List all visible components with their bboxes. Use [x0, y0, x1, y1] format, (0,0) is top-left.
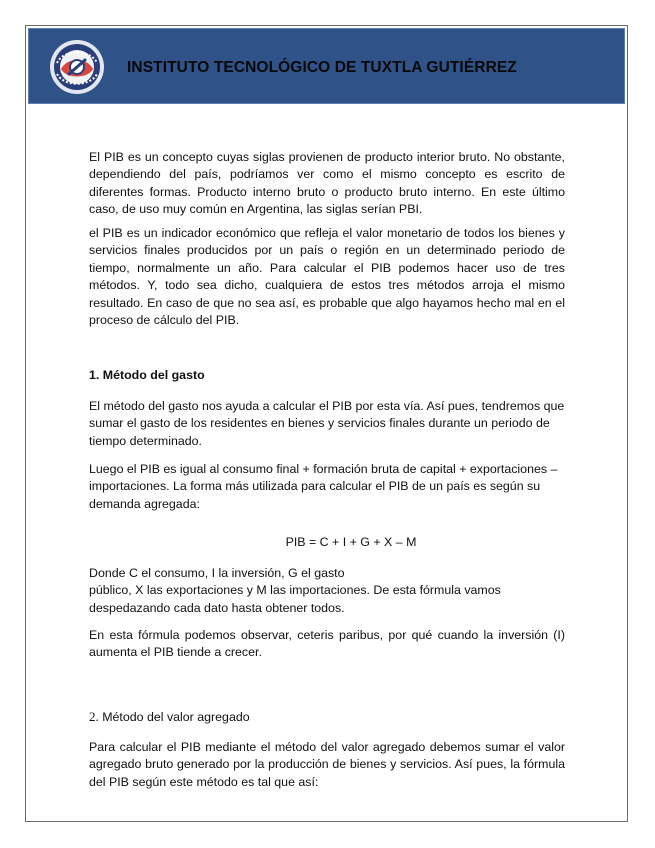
institute-title: INSTITUTO TECNOLÓGICO DE TUXTLA GUTIÉRREZ — [127, 59, 517, 76]
intro-paragraph-2: el PIB es un indicador económico que refleja el valor monetario de todos los bienes y servicios finales producidos por un país o región en un determinado periodo de tiempo, normalmente un año. Para calcular el PIB podemos hacer uso de tres métodos. Y, todo sea dicho, cualquiera de estos tres métodos arroja el mismo resultado. En caso de que no sea así, es probable que algo hayamos hecho mal en el proceso de cálculo del PIB. — [89, 226, 565, 328]
section-2-heading — [89, 708, 565, 726]
institute-seal-icon — [49, 39, 105, 95]
section-1-paragraph-1: El método del gasto nos ayuda a calcular el PIB por esta vía. Así pues, tendremos que sumar el gasto de los residentes en bienes y servicios finales durante un periodo de tiempo determinado. — [89, 399, 565, 448]
section-1-paragraph-4: En esta fórmula podemos observar, ceteris paribus, por qué cuando la inversión (I) aumenta el PIB tiende a crecer. — [89, 628, 565, 660]
paragraph-3-line-2: público, X las exportaciones y M las importaciones. De esta fórmula vamos despedazando cada dato hasta obtener todos. — [89, 583, 501, 615]
section-2-title: Método del valor agregado — [102, 710, 250, 724]
pib-formula — [89, 534, 565, 551]
pib-formula-text: PIB = C + I + G + X – M — [285, 535, 417, 549]
section-1-paragraph-2: Luego el PIB es igual al consumo final + formación bruta de capital + exportaciones – importaciones. La forma más utilizada para calcular el PIB de un país es según su demanda agregada: — [89, 462, 558, 511]
section-2-paragraph-1: Para calcular el PIB mediante el método del valor agregado debemos sumar el valor agregado bruto generado por la producción de bienes y servicios. Así pues, la fórmula del PIB según este método es tal que así: — [89, 740, 565, 789]
paragraph-3-line-1: Donde C el consumo, I la inversión, G el gasto — [89, 566, 345, 580]
section-2-number: 2. — [89, 709, 99, 724]
intro-paragraph-1: El PIB es un concepto cuyas siglas provienen de producto interior bruto. No obstante, dependiendo del país, podríamos ver como el mismo concepto es escrito de diferentes formas. Producto interno bruto o producto bruto interno. En este último caso, de uso muy común en Argentina, las siglas serían PBI. — [89, 150, 565, 217]
section-1-paragraph-3 — [89, 565, 565, 617]
section-1-heading: 1. Método del gasto — [89, 368, 205, 382]
